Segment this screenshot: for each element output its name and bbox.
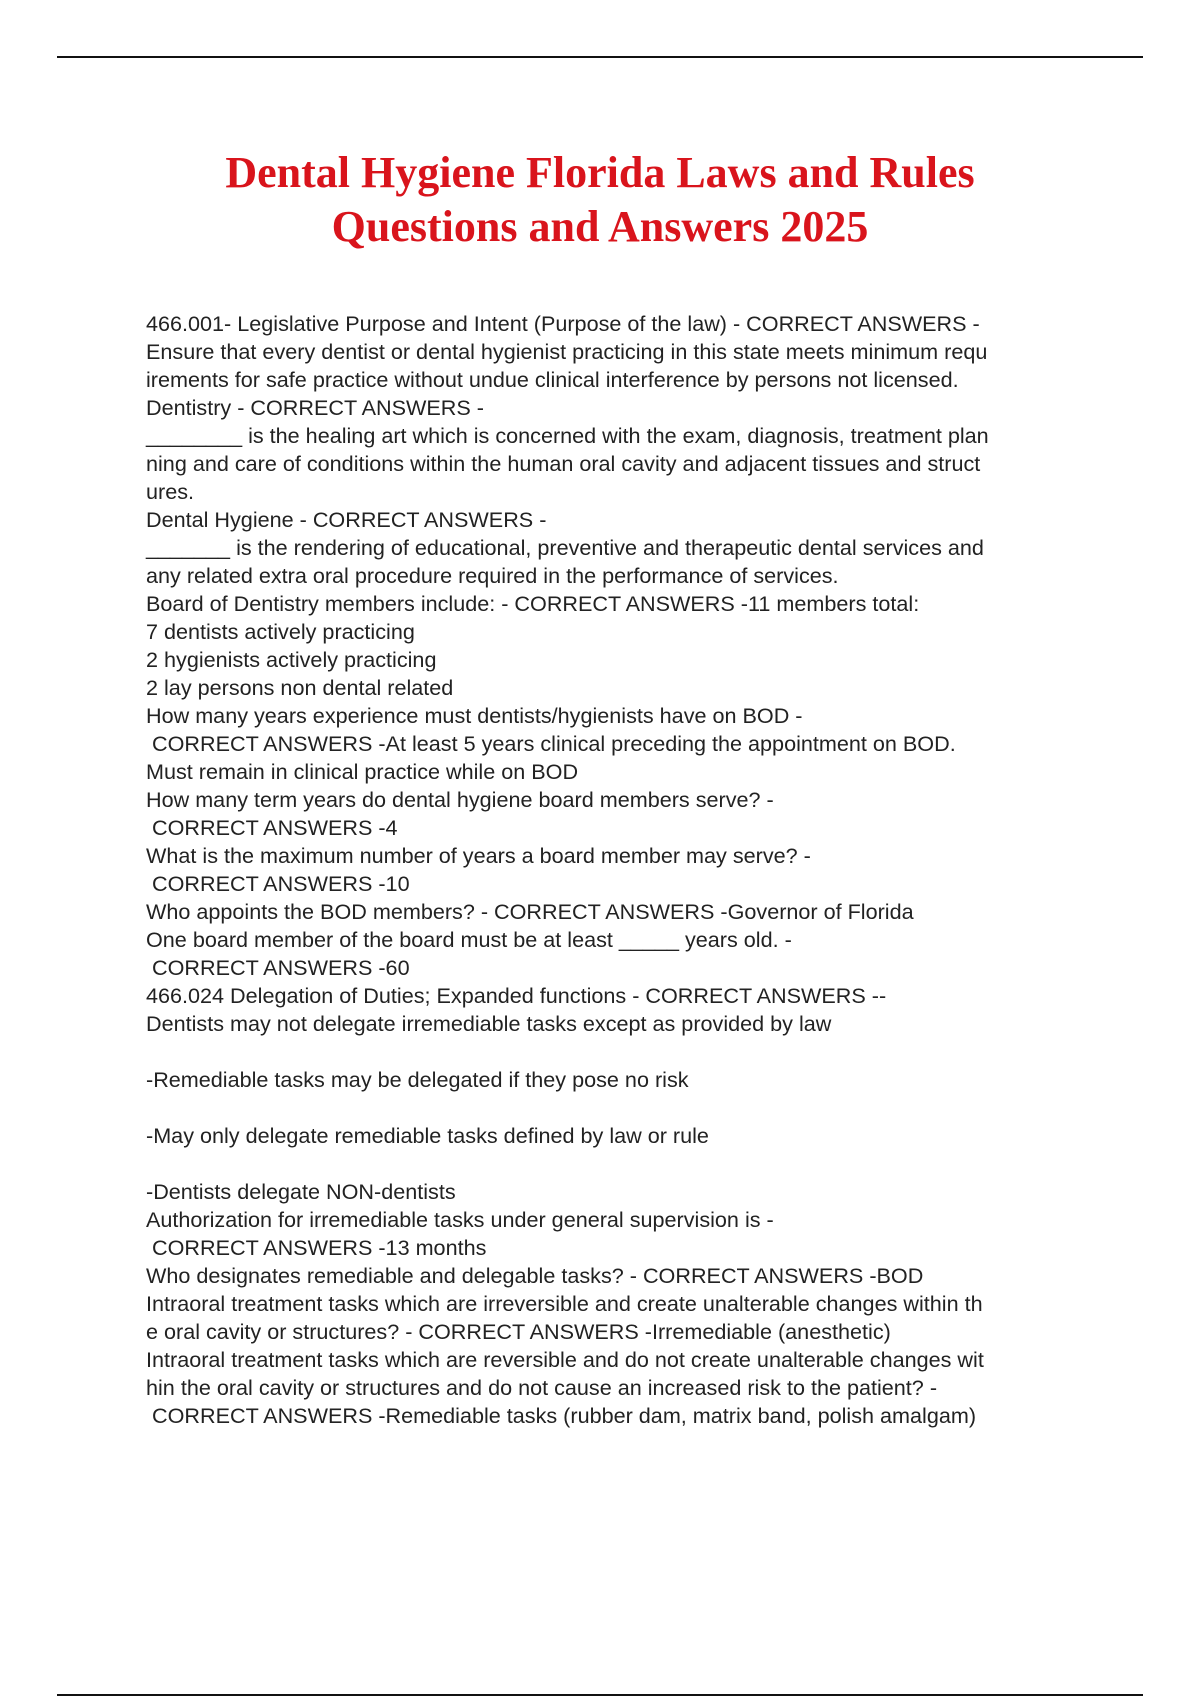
text-line: CORRECT ANSWERS -13 months <box>146 1235 487 1260</box>
text-line: ning and care of conditions within the human oral cavity and adjacent tissues and struct <box>146 451 981 476</box>
title-line-1: Dental Hygiene Florida Laws and Rules <box>225 148 975 197</box>
text-line: Intraoral treatment tasks which are reversible and do not create unalterable changes wit <box>146 1347 984 1372</box>
text-line: ures. <box>146 479 195 504</box>
bottom-rule <box>57 1694 1143 1696</box>
top-rule <box>57 56 1143 58</box>
text-line: Authorization for irremediable tasks under general supervision is - <box>146 1207 774 1232</box>
blank-line <box>146 1094 1096 1122</box>
document-title <box>0 146 1200 254</box>
text-line: hin the oral cavity or structures and do not cause an increased risk to the patient? - <box>146 1375 938 1400</box>
text-line: -Remediable tasks may be delegated if they pose no risk <box>146 1067 689 1092</box>
text-line: CORRECT ANSWERS -At least 5 years clinical preceding the appointment on BOD. <box>146 731 956 756</box>
text-line: 466.024 Delegation of Duties; Expanded functions - CORRECT ANSWERS -- <box>146 983 887 1008</box>
text-line: 466.001- Legislative Purpose and Intent (Purpose of the law) - CORRECT ANSWERS - <box>146 311 980 336</box>
text-line: Dentistry - CORRECT ANSWERS - <box>146 395 484 420</box>
text-line: 7 dentists actively practicing <box>146 619 415 644</box>
text-line: any related extra oral procedure required in the performance of services. <box>146 563 839 588</box>
text-line: Who designates remediable and delegable tasks? - CORRECT ANSWERS -BOD <box>146 1263 924 1288</box>
text-line: Board of Dentistry members include: - CORRECT ANSWERS -11 members total: <box>146 591 920 616</box>
text-line: One board member of the board must be at least _____ years old. - <box>146 927 792 952</box>
text-line: Who appoints the BOD members? - CORRECT ANSWERS -Governor of Florida <box>146 899 914 924</box>
text-line: CORRECT ANSWERS -4 <box>146 815 398 840</box>
text-line: ________ is the healing art which is concerned with the exam, diagnosis, treatment plan <box>146 423 989 448</box>
text-line: Intraoral treatment tasks which are irreversible and create unalterable changes within th <box>146 1291 983 1316</box>
text-line: Dentists may not delegate irremediable tasks except as provided by law <box>146 1011 832 1036</box>
blank-line <box>146 1038 1096 1066</box>
text-line: Must remain in clinical practice while on BOD <box>146 759 579 784</box>
text-line: CORRECT ANSWERS -Remediable tasks (rubber dam, matrix band, polish amalgam) <box>146 1403 977 1428</box>
text-line: 2 hygienists actively practicing <box>146 647 437 672</box>
text-line: How many term years do dental hygiene board members serve? - <box>146 787 774 812</box>
text-line: CORRECT ANSWERS -10 <box>146 871 410 896</box>
text-line: irements for safe practice without undue clinical interference by persons not licensed. <box>146 367 959 392</box>
text-line: CORRECT ANSWERS -60 <box>146 955 410 980</box>
text-line: -May only delegate remediable tasks defined by law or rule <box>146 1123 709 1148</box>
text-line: Dental Hygiene - CORRECT ANSWERS - <box>146 507 547 532</box>
text-line: Ensure that every dentist or dental hygienist practicing in this state meets minimum requ <box>146 339 988 364</box>
title-line-2: Questions and Answers 2025 <box>331 202 869 251</box>
blank-line <box>146 1150 1096 1178</box>
text-line: What is the maximum number of years a board member may serve? - <box>146 843 811 868</box>
text-line: -Dentists delegate NON-dentists <box>146 1179 456 1204</box>
document-body <box>146 310 1096 1430</box>
text-line: 2 lay persons non dental related <box>146 675 454 700</box>
text-line: _______ is the rendering of educational, preventive and therapeutic dental services and <box>146 535 984 560</box>
text-line: How many years experience must dentists/hygienists have on BOD - <box>146 703 803 728</box>
text-line: e oral cavity or structures? - CORRECT ANSWERS -Irremediable (anesthetic) <box>146 1319 891 1344</box>
